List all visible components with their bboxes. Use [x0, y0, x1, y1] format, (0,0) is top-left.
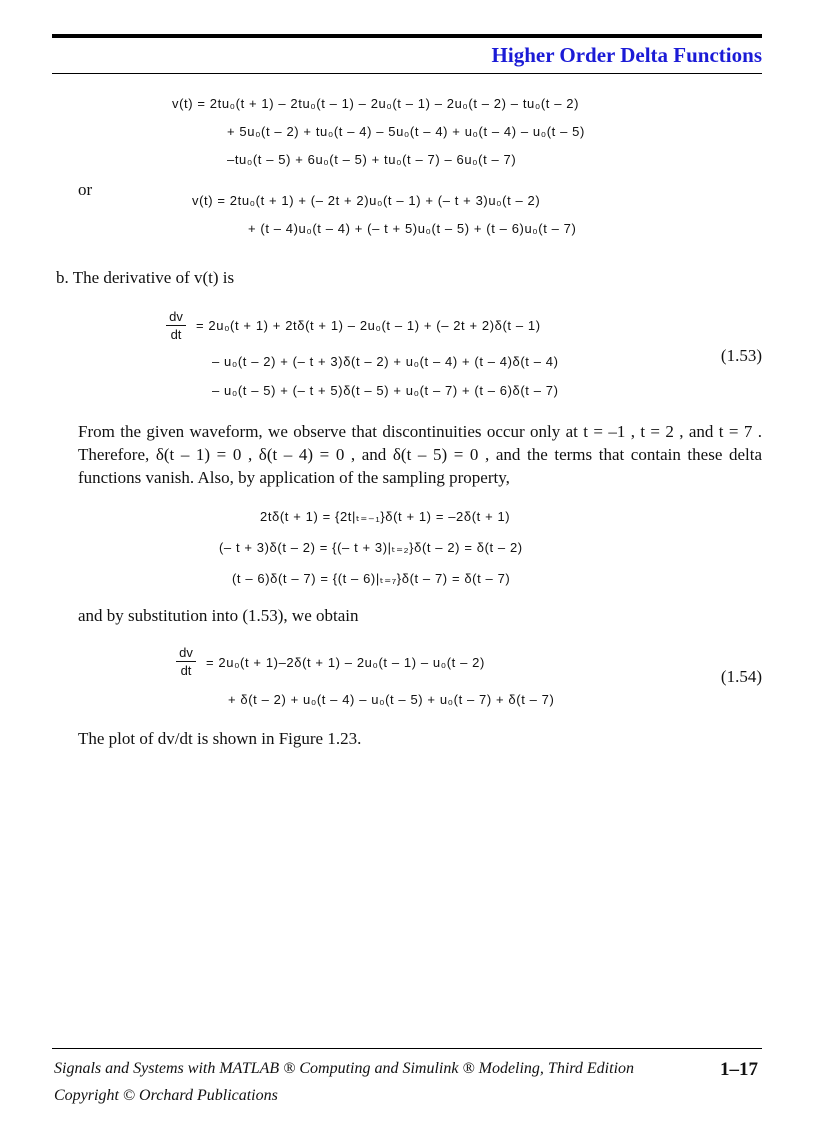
sampling-line-2: (– t + 3)δ(t – 2) = {(– t + 3)|ₜ₌₂}δ(t – 2) = δ(t – 2): [219, 540, 523, 555]
part-b-label: b. The derivative of v(t) is: [56, 268, 235, 287]
footer-copyright: Copyright © Orchard Publications: [54, 1087, 278, 1104]
eq-v-line-3: –tu₀(t – 5) + 6u₀(t – 5) + tu₀(t – 7) – 6u₀(t – 7): [227, 152, 517, 167]
paragraph-discontinuities: From the given waveform, we observe that discontinuities occur only at t = –1 , t = 2 , and t = 7 . Therefore, δ(t – 1) = 0 , δ(t – 4) = 0 , and δ(t – 5) = 0 , and the terms that contain these delta functions vanish. Also, by application of the sampling property,: [78, 422, 762, 487]
paragraph-substitution: and by substitution into (1.53), we obtain: [78, 606, 359, 625]
or-word: or: [78, 180, 93, 199]
eq154-number: (1.54): [720, 667, 762, 686]
eq154-line-2: + δ(t – 2) + u₀(t – 4) – u₀(t – 5) + u₀(t – 7) + δ(t – 7): [228, 692, 555, 707]
eq154-frac-bar: [176, 661, 196, 662]
eq153-frac-bar: [166, 325, 186, 326]
header-top-rule: [52, 34, 762, 38]
footer-book-title: Signals and Systems with MATLAB ® Computing and Simulink ® Modeling, Third Edition: [54, 1060, 635, 1077]
eq-v2-line-2: + (t – 4)u₀(t – 4) + (– t + 5)u₀(t – 5) + (t – 6)u₀(t – 7): [248, 221, 577, 236]
eq153-frac-den: dt: [170, 327, 182, 342]
eq153-line-2: – u₀(t – 2) + (– t + 3)δ(t – 2) + u₀(t – 4) + (t – 4)δ(t – 4): [212, 354, 559, 369]
header-bottom-rule: [52, 73, 762, 74]
eq154-frac-den: dt: [180, 663, 192, 678]
eq154-frac-num: dv: [179, 645, 193, 660]
eq153-line-3: – u₀(t – 5) + (– t + 5)δ(t – 5) + u₀(t – 7) + (t – 6)δ(t – 7): [212, 383, 559, 398]
eq153-fraction: [166, 309, 186, 342]
footer-rule: [52, 1048, 762, 1049]
sampling-line-1: 2tδ(t + 1) = {2t|ₜ₌₋₁}δ(t + 1) = –2δ(t + 1): [260, 509, 511, 524]
eq153-number: (1.53): [720, 346, 762, 365]
eq154-line-1: = 2u₀(t + 1)–2δ(t + 1) – 2u₀(t – 1) – u₀(t – 2): [206, 655, 485, 670]
eq-v-line-1: v(t) = 2tu₀(t + 1) – 2tu₀(t – 1) – 2u₀(t – 1) – 2u₀(t – 2) – tu₀(t – 2): [172, 96, 580, 111]
eq-v-line-2: + 5u₀(t – 2) + tu₀(t – 4) – 5u₀(t – 4) + u₀(t – 4) – u₀(t – 5): [227, 124, 585, 139]
footer-page-number: 1–17: [720, 1059, 758, 1080]
paragraph-plot-reference: The plot of dv/dt is shown in Figure 1.23.: [78, 729, 362, 748]
section-header-title: Higher Order Delta Functions: [491, 43, 762, 67]
eq153-line-1: = 2u₀(t + 1) + 2tδ(t + 1) – 2u₀(t – 1) + (– 2t + 2)δ(t – 1): [196, 318, 541, 333]
eq-v2-line-1: v(t) = 2tu₀(t + 1) + (– 2t + 2)u₀(t – 1) + (– t + 3)u₀(t – 2): [192, 193, 541, 208]
eq154-fraction: [176, 645, 196, 678]
eq153-frac-num: dv: [169, 309, 183, 324]
sampling-line-3: (t – 6)δ(t – 7) = {(t – 6)|ₜ₌₇}δ(t – 7) = δ(t – 7): [232, 571, 511, 586]
